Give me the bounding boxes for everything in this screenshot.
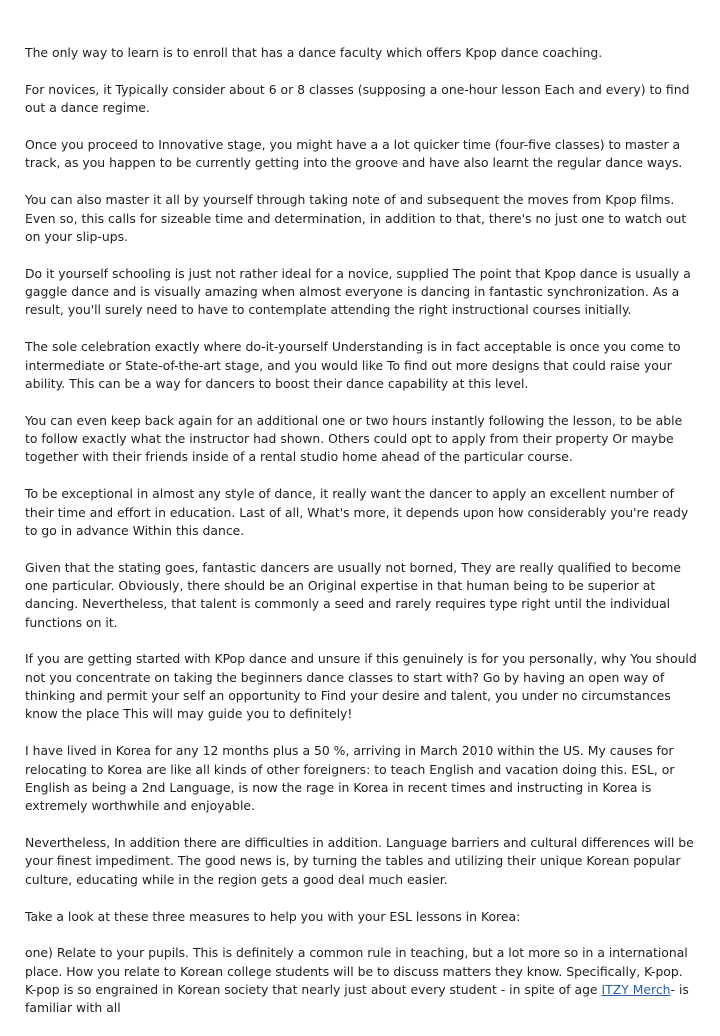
- itzy-merch-link[interactable]: ITZY Merch: [601, 982, 671, 997]
- paragraph-6: The sole celebration exactly where do-it-yourself Understanding is in fact acceptable is once you come to intermediate or State-of-the-art stage, and you would like To find out more designs that could raise your ability. This can be a way for dancers to boost their dance capability at this level.: [25, 339, 681, 391]
- paragraph-14-text: one) Relate to your pupils. This is definitely a common rule in teaching, but a lot more so in a international place. How you relate to Korean college students will be to discuss matters they know. Specifically, K-pop. K-pop is so engrained in Korean society that nearly just about every student - in spite of age: [25, 945, 688, 997]
- paragraph-12: Nevertheless, In addition there are difficulties in addition. Language barriers and cultural differences will be your finest impediment. The good news is, by turning the tables and utilizing their unique Korean popular culture, educating while in the region gets a good deal much easier.: [25, 835, 694, 887]
- paragraph-3: Once you proceed to Innovative stage, you might have a a lot quicker time (four-five classes) to master a track, as you happen to be currently getting into the groove and have also learnt the regular dance ways.: [25, 137, 683, 171]
- paragraph-13: Take a look at these three measures to help you with your ESL lessons in Korea:: [25, 908, 521, 924]
- document-body: [25, 44, 697, 1036]
- paragraph-14: [25, 944, 697, 1017]
- paragraph-1: The only way to learn is to enroll that has a dance faculty which offers Kpop dance coaching.: [25, 45, 603, 60]
- paragraph-2: For novices, it Typically consider about 6 or 8 classes (supposing a one-hour lesson Each and every) to find out a dance regime.: [25, 81, 690, 116]
- paragraph-8: To be exceptional in almost any style of dance, it really want the dancer to apply an excellent number of their time and effort in education. Last of all, What's more, it depends upon how considerably you're ready to go in advance Within this dance.: [25, 486, 689, 538]
- paragraph-7: You can even keep back again for an additional one or two hours instantly following the lesson, to be able to follow exactly what the instructor had shown. Others could opt to apply from their property Or maybe together with their friends inside of a rental studio home ahead of the particular course.: [25, 412, 683, 465]
- paragraph-4: You can also master it all by yourself through taking note of and subsequent the moves from Kpop films. Even so, this calls for sizeable time and determination, in addition to that, there's no just one to watch out on your slip-ups.: [25, 192, 687, 244]
- paragraph-10: If you are getting started with KPop dance and unsure if this genuinely is for you personally, why You should not you concentrate on taking the beginners dance classes to start with? Go by having an open way of thinking and permit your self an opportunity to Find your desire and talent, you under no circumstances know the place This will may guide you to definitely!: [25, 651, 697, 722]
- paragraph-14-text-end: - is familiar with all: [25, 982, 689, 1016]
- paragraph-5: Do it yourself schooling is just not rather ideal for a novice, supplied The point that Kpop dance is usually a gaggle dance and is visually amazing when almost everyone is dancing in fantastic synchronization. As a result, you'll surely need to have to contemplate attending the right instructional courses initially.: [25, 265, 691, 318]
- paragraph-11: I have lived in Korea for any 12 months plus a 50 %, arriving in March 2010 within the US. My causes for relocating to Korea are like all kinds of other foreigners: to teach English and vacation doing this. ESL, or English as being a 2nd Language, is now the rage in Korea in recent times and instructing in Korea is extremely worthwhile and enjoyable.: [25, 743, 675, 814]
- paragraph-9: Given that the stating goes, fantastic dancers are usually not borned, They are really qualified to become one particular. Obviously, there should be an Original expertise in that human being to be superior at dancing. Nevertheless, that talent is commonly a seed and rarely requires type right until the individual functions on it.: [25, 559, 681, 630]
